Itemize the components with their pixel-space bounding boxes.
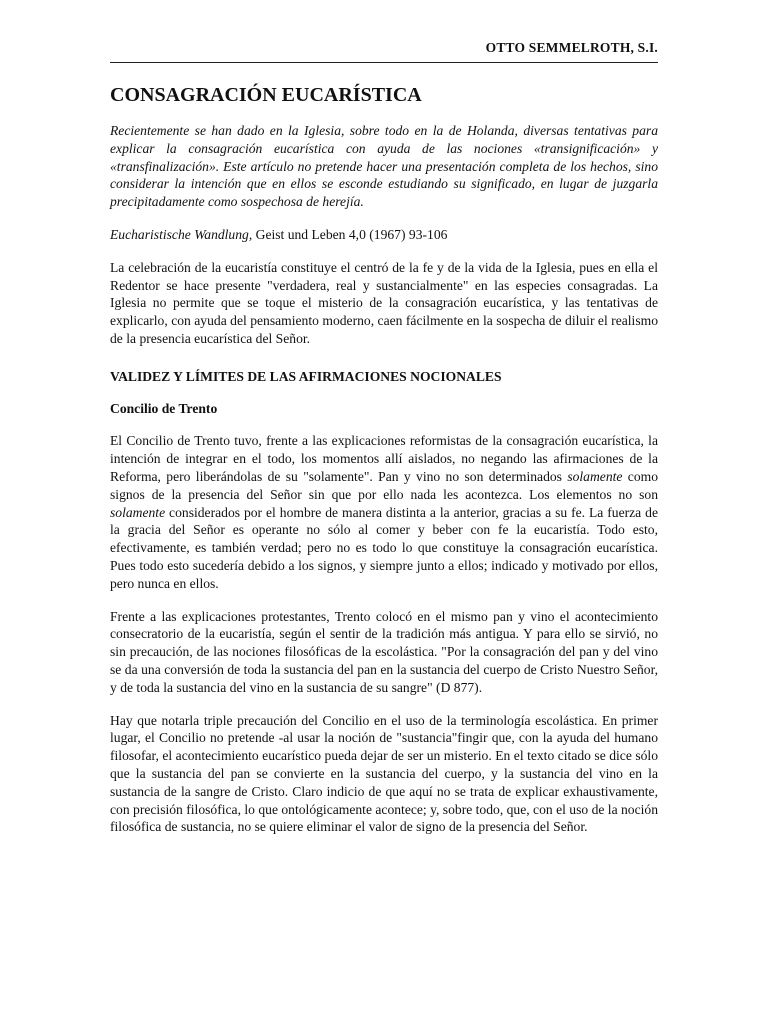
paragraph-trento	[110, 432, 658, 592]
article-title: CONSAGRACIÓN EUCARÍSTICA	[110, 84, 422, 106]
article-body	[110, 82, 658, 851]
header-author: OTTO SEMMELROTH, S.I.	[485, 40, 658, 55]
paragraph-trento-part3: considerados por el hombre de manera distinta a la anterior, gracias a su fe. La fuerza de la gracia del Señor es operante no sólo al comer y beber con fe la eucaristía. Todo esto, efectivamente, es también verdad; pero no es todo lo que constituye la consagración eucarística. Pues todo esto sucedería debido a los signos, y siempre junto a ellos; indicado y motivado por ellos, pero nunca en ellos.	[110, 504, 658, 591]
emphasis-solamente-1: solamente	[567, 468, 623, 484]
paragraph-trento-part2: como signos de la presencia del Señor sin que por ello nada les acontezca. Los elementos no son	[110, 468, 658, 502]
running-header	[110, 40, 658, 63]
source-citation-details: , Geist und Leben 4,0 (1967) 93-106	[248, 226, 448, 242]
intro-paragraph: La celebración de la eucaristía constituye el centró de la fe y de la vida de la Iglesia, pues en ella el Redentor se hace presente "verdadera, real y sustancialmente" en las especies consagradas. La Iglesia no permite que se toque el misterio de la consagración eucarística, y las tentativas de explicarlo, con ayuda del pensamiento moderno, caen fácilmente en la sospecha de diluir el realismo de la presencia eucarística del Señor.	[110, 259, 658, 346]
paragraph-precaucion: Hay que notarla triple precaución del Concilio en el uso de la terminología escolástica. En primer lugar, el Concilio no pretende -al usar la noción de "sustancia"fingir que, con la ayuda del humano filosofar, el acontecimiento eucarístico pueda dejar de ser un misterio. En el texto citado se dice sólo que la sustancia del pan se convierte en la sustancia del cuerpo, y la sustancia del vino en la sustancia de la sangre de Cristo. Claro indicio de que aquí no se trata de explicar exhaustivamente, con precisión filosófica, lo que ontológicamente acontece; y, sobre todo, que, con el uso de la noción filosófica de sustancia, no se quiere eliminar el valor de signo de la presencia del Señor.	[110, 712, 658, 835]
section-heading: VALIDEZ Y LÍMITES DE LAS AFIRMACIONES NOCIONALES	[110, 368, 502, 384]
article-abstract: Recientemente se han dado en la Iglesia, sobre todo en la de Holanda, diversas tentativas para explicar la consagración eucarística con ayuda de las nociones «transignificación» y «transfinalización». Este artículo no pretende hacer una presentación completa de los hechos, sino considerar la intención que en ellos se esconde estudiando su significado, en lugar de juzgarla precipitadamente como sospechosa de herejía.	[110, 123, 658, 210]
paragraph-trento-part1: El Concilio de Trento tuvo, frente a las explicaciones reformistas de la consagración eucarística, la intención de integrar en el todo, los momentos allí aislados, no negando las afirmaciones de la Reforma, pero liberándolas de su "solamente". Pan y vino no son determinados	[110, 433, 658, 484]
source-original-title: Eucharistische Wandlung	[110, 226, 249, 242]
subsection-heading: Concilio de Trento	[110, 400, 218, 416]
source-citation	[110, 226, 658, 244]
paragraph-protestantes: Frente a las explicaciones protestantes, Trento colocó en el mismo pan y vino el acontecimiento consecratorio de la eucaristía, según el sentir de la tradición más antigua. Y para ello se sirvió, no sin precaución, de las nociones filosóficas de la escolástica. "Por la consagración del pan y del vino se da una conversión de toda la sustancia del pan en la sustancia del cuerpo de Cristo Nuestro Señor, y de toda la sustancia del vino en la sustancia de su sangre" (D 877).	[110, 608, 658, 695]
emphasis-solamente-2: solamente	[110, 504, 166, 520]
